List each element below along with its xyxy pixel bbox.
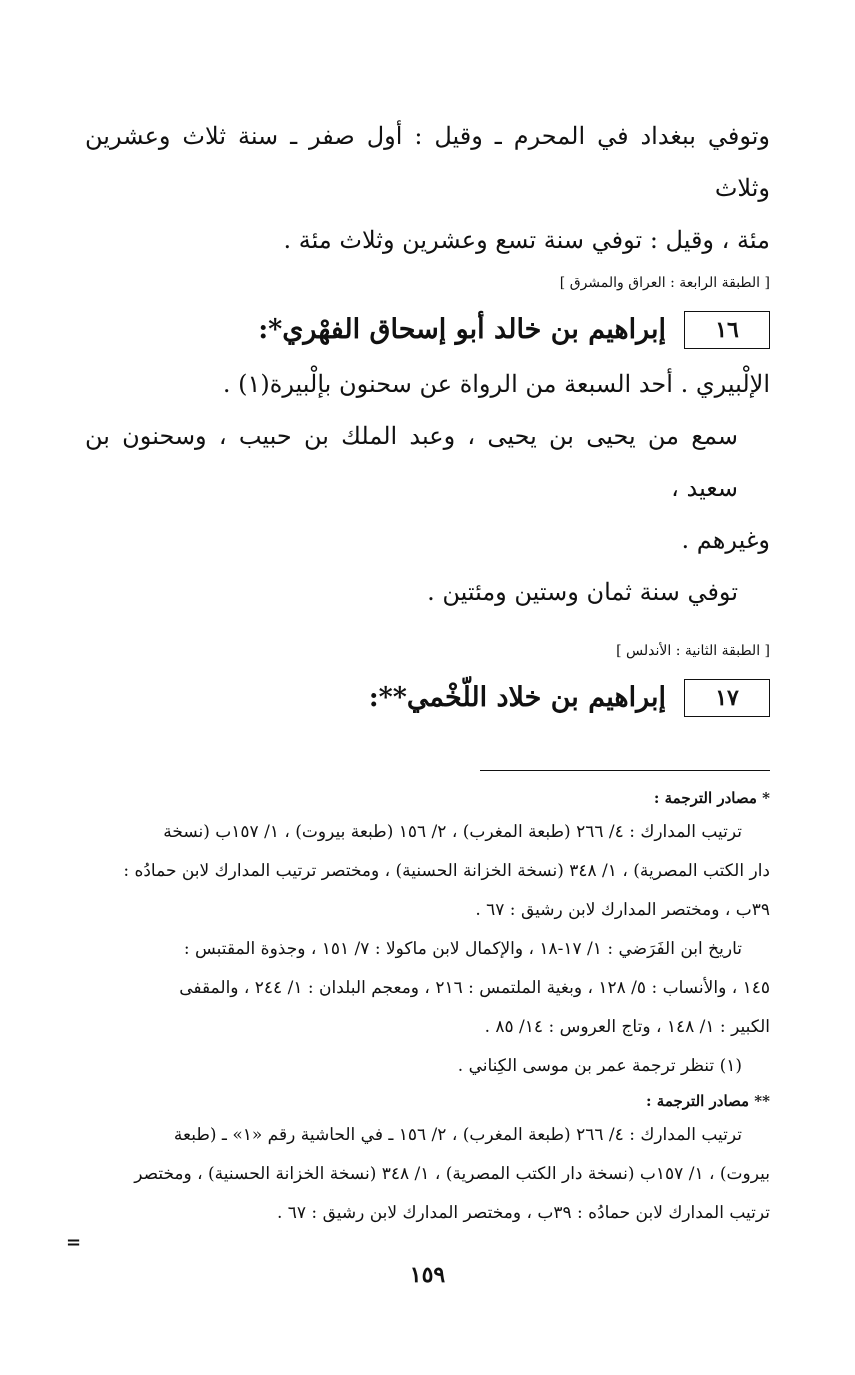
body-line: وتوفي ببغداد في المحرم ـ وقيل : أول صفر ـ سنة ثلاث وعشرين وثلاث <box>85 122 770 202</box>
tabaqa-label: [ الطبقة الرابعة : العراق والمشرق ] <box>559 275 770 291</box>
footnote-line: ٣٩ب ، ومختصر المدارك لابن رشيق : ٦٧ . <box>475 900 770 920</box>
entry-title: إبراهيم بن خلاد اللّخْمي**: <box>368 682 666 713</box>
footnote-divider <box>480 770 770 771</box>
footnote-line: تاريخ ابن الفَرَضي : ١/ ١٧-١٨ ، والإكمال لابن ماكولا : ٧/ ١٥١ ، وجذوة المقتبس : <box>183 939 742 959</box>
footnote-line: ترتيب المدارك : ٤/ ٢٦٦ (طبعة المغرب) ، ٢/ ١٥٦ (طبعة بيروت) ، ١/ ١٥٧ب (نسخة <box>163 822 742 842</box>
body-line: الإلْبيري . أحد السبعة من الرواة عن سحنون بإلْبيرة(١) . <box>222 370 770 398</box>
footnote-line: الكبير : ١/ ١٤٨ ، وتاج العروس : ١٤/ ٨٥ . <box>484 1017 770 1037</box>
body-line: توفي سنة ثمان وستين ومئتين . <box>427 578 738 606</box>
footnote-heading: ** مصادر الترجمة : <box>646 1092 770 1110</box>
footnote-line: بيروت) ، ١/ ١٥٧ب (نسخة دار الكتب المصرية) ، ١/ ٣٤٨ (نسخة الخزانة الحسنية) ، ومختصر <box>134 1164 770 1184</box>
footnote-line: ١٤٥ ، والأنساب : ٥/ ١٢٨ ، وبغية الملتمس : ٢١٦ ، ومعجم البلدان : ١/ ٢٤٤ ، والمقفى <box>179 978 770 998</box>
continuation-mark: = <box>66 1232 82 1253</box>
tabaqa-label: [ الطبقة الثانية : الأندلس ] <box>616 643 770 659</box>
entry-number-box: ١٧ <box>684 679 770 717</box>
entry-title: إبراهيم بن خالد أبو إسحاق الفهْري*: <box>258 314 666 345</box>
body-line: وغيرهم . <box>681 526 770 554</box>
footnote-line: دار الكتب المصرية) ، ١/ ٣٤٨ (نسخة الخزانة الحسنية) ، ومختصر ترتيب المدارك لابن حمادُه : <box>123 861 770 881</box>
body-line: سمع من يحيى بن يحيى ، وعبد الملك بن حبيب ، وسحنون بن سعيد ، <box>85 422 738 502</box>
page-content <box>85 110 770 1233</box>
footnote-line: ترتيب المدارك لابن حمادُه : ٣٩ب ، ومختصر المدارك لابن رشيق : ٦٧ . <box>276 1203 770 1223</box>
entry-number-box: ١٦ <box>684 311 770 349</box>
footnote-heading: * مصادر الترجمة : <box>653 789 770 807</box>
body-line: مئة ، وقيل : توفي سنة تسع وعشرين وثلاث مئة . <box>283 226 770 254</box>
footnote-line: ترتيب المدارك : ٤/ ٢٦٦ (طبعة المغرب) ، ٢/ ١٥٦ ـ في الحاشية رقم «١» ـ (طبعة <box>173 1125 742 1145</box>
entry-heading-17 <box>85 676 770 720</box>
footnote-note: (١) تنظر ترجمة عمر بن موسى الكِناني . <box>457 1056 742 1076</box>
entry-heading-16 <box>85 308 770 352</box>
page-number: ١٥٩ <box>409 1262 446 1288</box>
